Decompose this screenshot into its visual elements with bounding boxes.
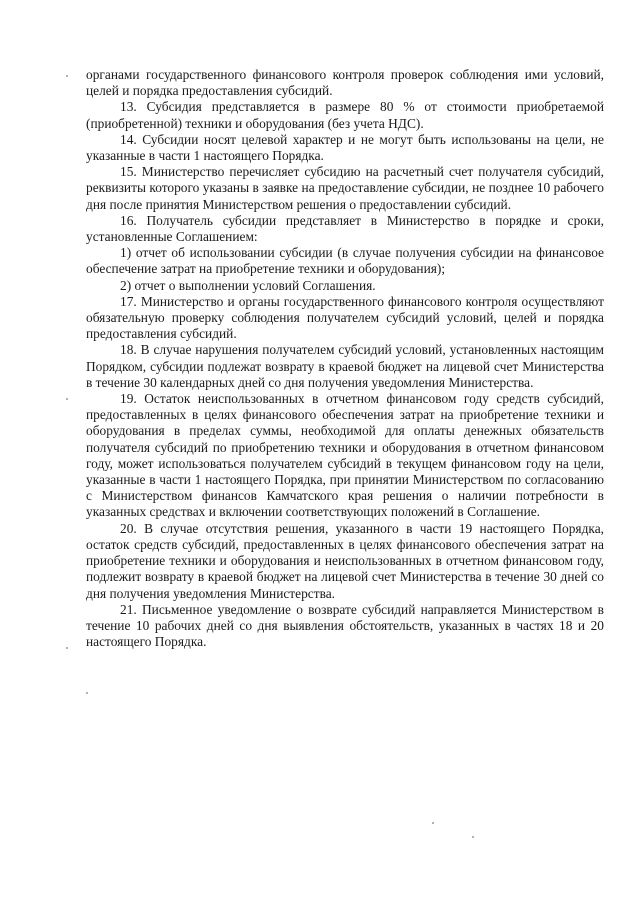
scan-speck [472, 836, 474, 838]
paragraph-20: 20. В случае отсутствия решения, указанного в части 19 настоящего Порядка, остаток средств субсидий, предоставленных в целях финансового обеспечения затрат на приобретение техники и оборудования и неиспользованных в отчетном финансовом году, подлежит возврату в краевой бюджет на лицевой счет Министерства в течение 30 дней со дня получения уведомления Министерства. [86, 520, 604, 601]
paragraph-continuation: органами государственного финансового контроля проверок соблюдения ими условий, целей и порядка предоставления субсидий. [86, 67, 604, 99]
paragraph-16-item-1: 1) отчет об использовании субсидии (в случае получения субсидии на финансовое обеспечение затрат на приобретение техники и оборудования); [86, 245, 604, 277]
paragraph-19: 19. Остаток неиспользованных в отчетном финансовом году средств субсидий, предоставленных в целях финансового обеспечения затрат на приобретение техники и оборудования в пределах суммы, необходимой для оплаты денежных обязательств получателя субсидий по приобретению техники и оборудования в отчетном финансовом году, может использоваться получателем субсидий в текущем финансовом году на цели, указанные в части 1 настоящего Порядка, при принятии Министерством по согласованию с Министерством финансов Камчатского края решения о наличии потребности в указанных средствах и включении соответствующих положений в Соглашение. [86, 391, 604, 520]
paragraph-13: 13. Субсидия представляется в размере 80 % от стоимости приобретаемой (приобретенной) техники и оборудования (без учета НДС). [86, 99, 604, 131]
document-body [86, 67, 604, 650]
paragraph-14: 14. Субсидии носят целевой характер и не могут быть использованы на цели, не указанные в части 1 настоящего Порядка. [86, 131, 604, 164]
paragraph-16-item-2: 2) отчет о выполнении условий Соглашения. [120, 277, 376, 293]
paragraph-16: 16. Получатель субсидии представляет в Министерство в порядке и сроки, установленные Соглашением: [86, 212, 604, 245]
scan-speck [432, 822, 434, 824]
paragraph-15: 15. Министерство перечисляет субсидию на расчетный счет получателя субсидий, реквизиты которого указаны в заявке на предоставление субсидии, не позднее 10 рабочего дня после принятия Министерством решения о предоставлении субсидий. [86, 164, 604, 212]
scan-speck [66, 75, 68, 77]
scan-speck [66, 647, 68, 649]
paragraph-21: 21. Письменное уведомление о возврате субсидий направляется Министерством в течение 10 рабочих дней со дня выявления обстоятельств, указанных в частях 18 и 20 настоящего Порядка. [86, 601, 604, 650]
paragraph-18: 18. В случае нарушения получателем субсидий условий, установленных настоящим Порядком, субсидии подлежат возврату в краевой бюджет на лицевой счет Министерства в течение 30 календарных дней со дня получения уведомления Министерства. [86, 342, 604, 390]
scan-speck [86, 692, 88, 694]
scan-speck [66, 398, 68, 400]
paragraph-17: 17. Министерство и органы государственного финансового контроля осуществляют обязательную проверку соблюдения получателем субсидий условий, целей и порядка предоставления субсидий. [86, 293, 604, 342]
